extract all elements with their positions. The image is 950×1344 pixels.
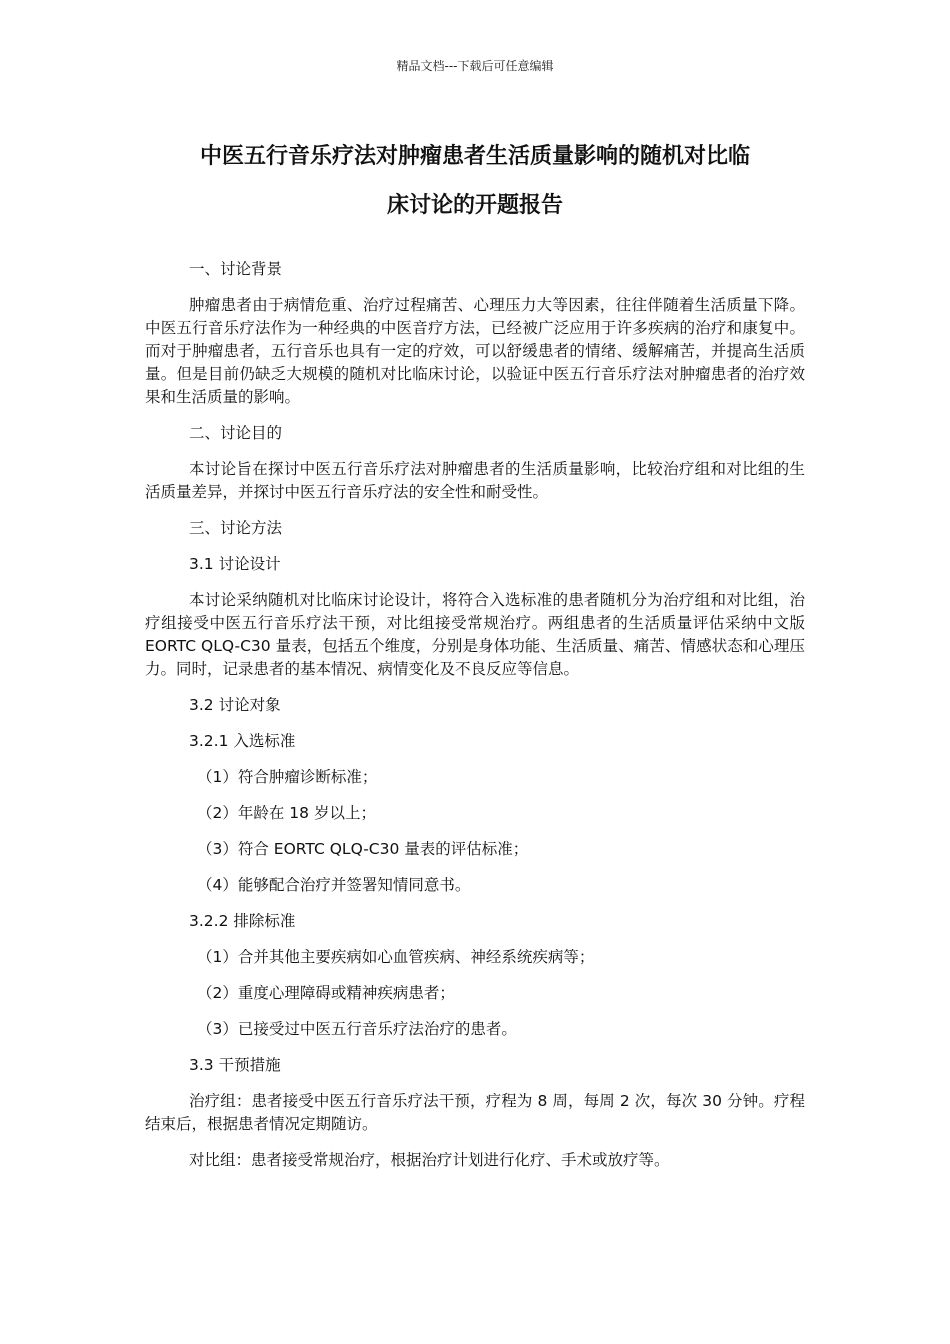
- subsection-heading-inclusion: 3.2.1 入选标准: [189, 732, 296, 750]
- inclusion-item: （2）年龄在 18 岁以上；: [197, 804, 376, 822]
- control-group-paragraph: 对比组：患者接受常规治疗，根据治疗计划进行化疗、手术或放疗等。: [189, 1151, 670, 1169]
- treatment-group-paragraph: 治疗组：患者接受中医五行音乐疗法干预，疗程为 8 周，每周 2 次，每次 30 分钟。疗程结束后，根据患者情况定期随访。: [145, 1092, 805, 1133]
- exclusion-item: （2）重度心理障碍或精神疾病患者；: [197, 984, 455, 1002]
- section-heading-background: 一、讨论背景: [189, 260, 283, 278]
- document-body: [145, 258, 805, 1185]
- purpose-paragraph: 本讨论旨在探讨中医五行音乐疗法对肿瘤患者的生活质量影响，比较治疗组和对比组的生活质量差异，并探讨中医五行音乐疗法的安全性和耐受性。: [145, 460, 805, 501]
- subsection-heading-design: 3.1 讨论设计: [189, 555, 281, 573]
- document-title-line-2: 床讨论的开题报告: [386, 193, 563, 218]
- document-title-line-1: 中医五行音乐疗法对肿瘤患者生活质量影响的随机对比临: [199, 144, 750, 169]
- design-paragraph: 本讨论采纳随机对比临床讨论设计，将符合入选标准的患者随机分为治疗组和对比组，治疗组接受中医五行音乐疗法干预，对比组接受常规治疗。两组患者的生活质量评估采纳中文版 EORTC QLQ-C30 量表，包括五个维度，分别是身体功能、生活质量、痛苦、情感状态和心理压力。同时，记录患者的基本情况、病情变化及不良反应等信息。: [145, 591, 805, 678]
- page-header: 精品文档---下载后可任意编辑: [396, 59, 554, 73]
- inclusion-item: （3）符合 EORTC QLQ-C30 量表的评估标准；: [197, 840, 529, 858]
- background-paragraph: 肿瘤患者由于病情危重、治疗过程痛苦、心理压力大等因素，往往伴随着生活质量下降。中医五行音乐疗法作为一种经典的中医音疗方法，已经被广泛应用于许多疾病的治疗和康复中。而对于肿瘤患者，五行音乐也具有一定的疗效，可以舒缓患者的情绪、缓解痛苦，并提高生活质量。但是目前仍缺乏大规模的随机对比临床讨论，以验证中医五行音乐疗法对肿瘤患者的治疗效果和生活质量的影响。: [145, 296, 805, 406]
- section-heading-methods: 三、讨论方法: [189, 519, 283, 537]
- subsection-heading-intervention: 3.3 干预措施: [189, 1056, 281, 1074]
- inclusion-item: （4）能够配合治疗并签署知情同意书。: [197, 876, 471, 894]
- inclusion-item: （1）符合肿瘤诊断标准；: [197, 768, 378, 786]
- exclusion-item: （1）合并其他主要疾病如心血管疾病、神经系统疾病等；: [197, 948, 595, 966]
- subsection-heading-exclusion: 3.2.2 排除标准: [189, 912, 296, 930]
- subsection-heading-subjects: 3.2 讨论对象: [189, 696, 281, 714]
- section-heading-purpose: 二、讨论目的: [189, 424, 283, 442]
- exclusion-item: （3）已接受过中医五行音乐疗法治疗的患者。: [197, 1020, 517, 1038]
